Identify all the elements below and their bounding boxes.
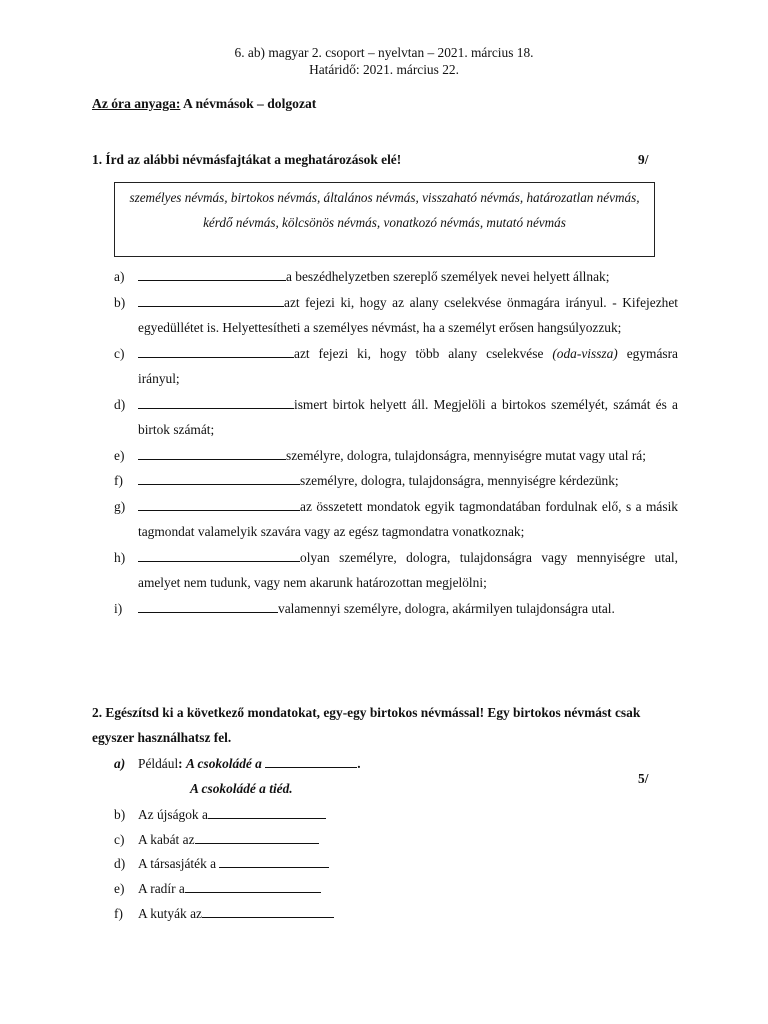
answer-blank[interactable] xyxy=(138,266,286,281)
example-colon: : xyxy=(178,756,183,771)
header-deadline: Határidő: 2021. március 22. xyxy=(309,62,459,77)
item-letter: c) xyxy=(114,831,125,847)
list-item xyxy=(92,803,678,828)
list-item xyxy=(92,290,678,341)
answer-blank[interactable] xyxy=(138,598,278,613)
answer-blank[interactable] xyxy=(138,470,300,485)
answer-blank[interactable] xyxy=(219,853,329,868)
item-text: ismert birtok helyett áll. Megjelöli a birtokos személyét, számát és a birtok számát; xyxy=(138,396,678,437)
answer-blank[interactable] xyxy=(138,445,286,460)
answer-blank[interactable] xyxy=(138,496,300,511)
item-letter: i) xyxy=(114,600,123,616)
item-text-italic: (oda-vissza) xyxy=(552,345,618,361)
answer-blank[interactable] xyxy=(195,829,319,844)
item-text: A kabát az xyxy=(138,831,195,847)
example-label: Például xyxy=(138,756,179,771)
item-text: egymásra irányul; xyxy=(138,345,678,386)
item-text: A társasjáték a xyxy=(138,856,220,872)
lesson-topic: A névmások – dolgozat xyxy=(183,96,317,111)
example-sentence: A csokoládé a xyxy=(186,756,262,771)
item-text: A radír a xyxy=(138,880,185,896)
task-1-title: 1. Írd az alábbi névmásfajtákat a meghatározások elé! xyxy=(92,152,402,167)
answer-blank[interactable] xyxy=(138,547,300,562)
list-item xyxy=(92,545,678,596)
item-text: azt fejezi ki, hogy az alany cselekvése önmagára irányul. - Kifejezhet egyedüllétet is. Helyettesítheti a személyes névmást, ha a személyt erősen hangsúlyozzuk; xyxy=(138,294,678,335)
item-letter: c) xyxy=(114,345,125,361)
task-2-list xyxy=(92,752,678,926)
item-text: olyan személyre, dologra, tulajdonságra vagy mennyiségre utal, amelyet nem tudunk, vagy nem akarunk határozottan megjelölni; xyxy=(138,549,678,590)
list-item xyxy=(92,341,678,392)
item-text: A kutyák az xyxy=(138,905,202,921)
list-item xyxy=(92,902,678,927)
answer-blank[interactable] xyxy=(208,804,326,819)
item-letter: h) xyxy=(114,549,126,565)
task-1-list xyxy=(92,264,678,621)
item-letter: b) xyxy=(114,807,126,823)
list-item xyxy=(92,264,678,290)
list-item xyxy=(92,443,678,469)
list-item xyxy=(92,852,678,877)
item-letter: a) xyxy=(114,756,126,771)
answer-blank[interactable] xyxy=(138,292,284,307)
item-text: Az újságok a xyxy=(138,807,208,823)
list-item xyxy=(92,596,678,622)
item-text: azt fejezi ki, hogy több alany cselekvése xyxy=(294,345,553,361)
answer-blank[interactable] xyxy=(138,343,294,358)
header-line-1: 6. ab) magyar 2. csoport – nyelvtan – 2021. március 18. xyxy=(234,45,534,60)
item-text: személyre, dologra, tulajdonságra, mennyiségre mutat vagy utal rá; xyxy=(286,447,646,463)
document-header xyxy=(0,44,768,78)
answer-blank[interactable] xyxy=(202,903,334,918)
answer-blank[interactable] xyxy=(185,878,321,893)
item-letter: f) xyxy=(114,905,123,921)
example-answer-text: A csokoládé a tiéd. xyxy=(190,780,293,796)
task-2-title: 2. Egészítsd ki a következő mondatokat, egy-egy birtokos névmással! Egy birtokos névmást csak egyszer használhatsz fel. xyxy=(92,705,641,745)
item-letter: a) xyxy=(114,269,125,284)
item-text: a beszédhelyzetben szereplő személyek nevei helyett állnak; xyxy=(286,269,610,284)
task-1-score: 9/ xyxy=(638,152,649,167)
list-item xyxy=(92,877,678,902)
list-item xyxy=(92,494,678,545)
item-letter: b) xyxy=(114,294,126,310)
item-letter: f) xyxy=(114,473,123,488)
example-blank xyxy=(265,753,357,768)
list-item xyxy=(92,468,678,494)
pronoun-types-box: személyes névmás, birtokos névmás, általános névmás, visszaható névmás, határozatlan névmás, kérdő névmás, kölcsönös névmás, vonatkozó névmás, mutató névmás xyxy=(114,182,655,257)
example-item xyxy=(92,752,678,777)
item-letter: d) xyxy=(114,856,126,872)
answer-blank[interactable] xyxy=(138,394,294,409)
task-2-score: 5/ xyxy=(638,771,649,786)
item-text: valamennyi személyre, dologra, akármilyen tulajdonságra utal. xyxy=(278,600,615,616)
example-answer xyxy=(92,777,678,802)
lesson-title xyxy=(92,96,316,112)
item-letter: d) xyxy=(114,396,126,412)
item-text: az összetett mondatok egyik tagmondatában fordulnak elő, s a másik tagmondat valamelyik szavára vagy az egész tagmondatra vonatkoznak; xyxy=(138,498,678,539)
list-item xyxy=(92,392,678,443)
example-dot: . xyxy=(357,756,361,771)
item-letter: e) xyxy=(114,447,125,463)
lesson-label: Az óra anyaga: xyxy=(92,96,181,111)
list-item xyxy=(92,828,678,853)
item-letter: e) xyxy=(114,880,125,896)
item-letter: g) xyxy=(114,498,126,514)
item-text: személyre, dologra, tulajdonságra, mennyiségre kérdezünk; xyxy=(300,473,619,488)
